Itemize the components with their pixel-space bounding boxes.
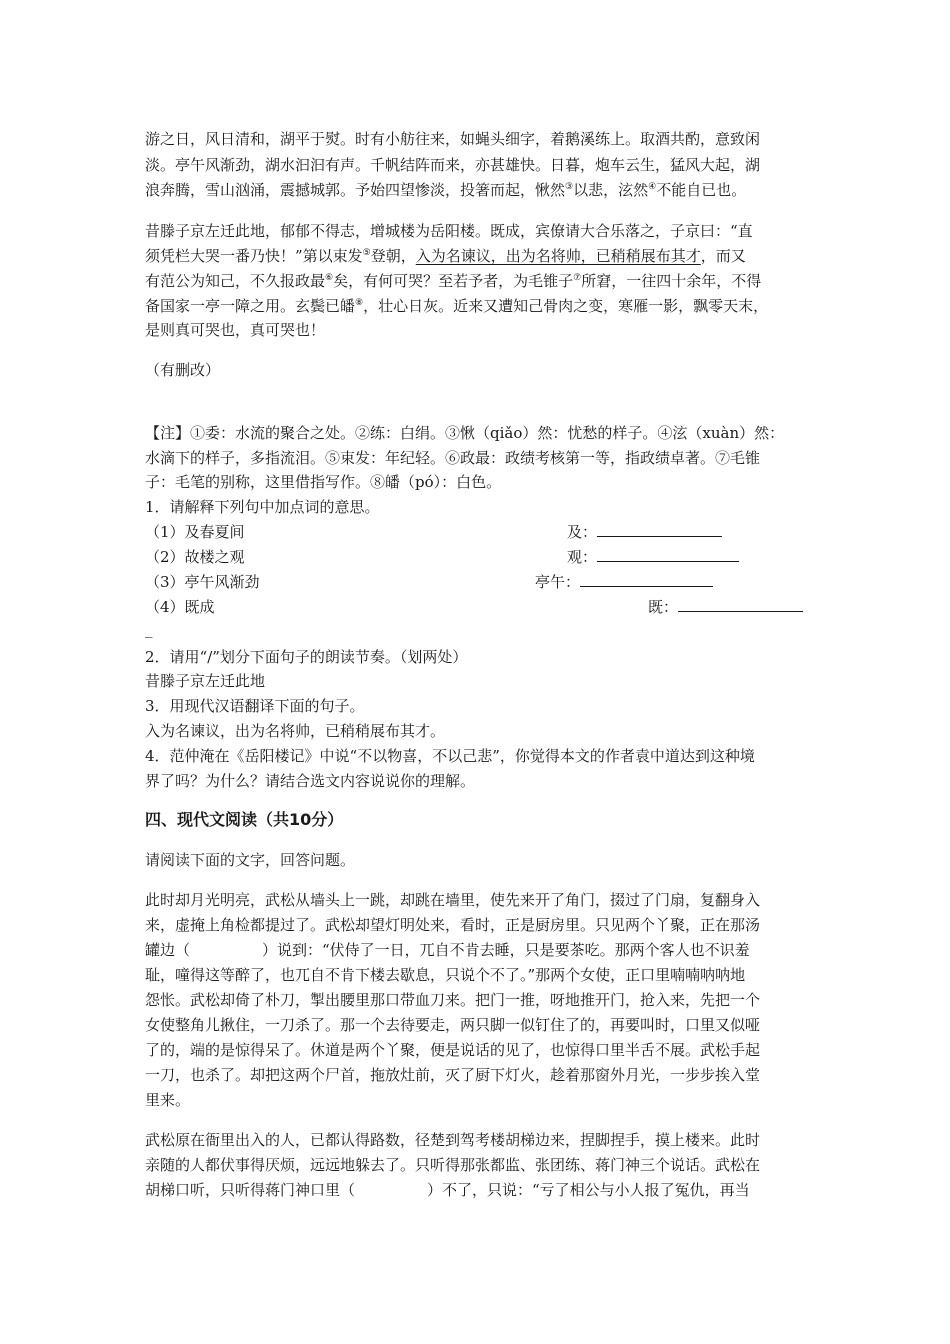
footnote-marker: ⑥: [325, 273, 334, 283]
passage-line: 亲随的人都伏事得厌烦，远远地躲去了。只听得那张都监、张团练、蒋门神三个说话。武松在: [145, 1156, 761, 1174]
q3-sentence: 入为名谏议，出为名将帅，已稍稍展布其才。: [145, 722, 446, 740]
answer-blank[interactable]: [597, 547, 739, 562]
answer-blank[interactable]: [597, 522, 722, 537]
passage-line: 胡梯口听，只听得蒋门神口里（ ）不了，只说：“亏了相公与小人报了冤仇，再当: [145, 1181, 750, 1199]
question-2: 2．请用“/”划分下面句子的朗读节奏。（划两处）: [145, 648, 468, 666]
passage-line: 来，虚掩上角检都提过了。武松却望灯明处来，看时，正是厨房里。只见两个丫聚，正在那汤: [145, 916, 761, 934]
footnote-marker: ⑦: [573, 273, 582, 283]
passage-line: 怨怅。武松却倚了朴刀，掣出腰里那口带血刀来。把门一推，呀地推开门，抢入来，先把一个: [145, 991, 761, 1009]
passage-line: 武松原在衙里出入的人，已都认得路数，径楚到驾考楼胡梯边来，捏脚捏手，摸上楼来。此时: [145, 1131, 761, 1149]
answer-blank[interactable]: [678, 597, 803, 612]
passage-line: 是则真可哭也，真可哭也！: [145, 321, 326, 339]
footnote-marker: ③: [565, 182, 574, 192]
passage-line: 里来。: [145, 1091, 191, 1109]
notes-line: 【注】①委：水流的聚合之处。②练：白绢。③愀（qiǎo）然：忧愁的样子。④泫（xuàn）然：: [145, 424, 785, 442]
section-heading: 四、现代文阅读（共10分）: [145, 810, 344, 829]
footnote-marker: ⑤: [362, 248, 371, 258]
notes-line: 子：毛笔的别称，这里借指写作。⑧皤（pó）：白色。: [145, 473, 502, 491]
q1-answer-4: 既：: [648, 597, 803, 617]
q1-answer-2: 观：: [567, 547, 739, 567]
q1-item-4: （4）既成: [145, 598, 215, 616]
q1-item-3: （3）亭午风渐劲: [145, 573, 260, 591]
passage-line: 淡。亭午风渐劲，湖水汩汩有声。千帆结阵而来，亦甚雄快。日暮，炮车云生，猛风大起，湖: [145, 156, 761, 174]
footnote-marker: ⑧: [355, 298, 364, 308]
q1-item-1: （1）及春夏间: [145, 523, 245, 541]
passage-line: 一刀，也杀了。却把这两个尸首，拖放灶前，灭了厨下灯火，趁着那窗外月光，一步步挨入堂: [145, 1066, 761, 1084]
notes-line: 水滴下的样子，多指流泪。⑤束发：年纪轻。⑥政最：政绩考核第一等，指政绩卓著。⑦毛锥: [145, 449, 761, 467]
passage-line: 备国家一亭一障之用。玄鬓已皤⑧，壮心日灰。近来又遭知己骨肉之变，寒雁一影，飘零天末，: [145, 297, 769, 315]
source-note: （有删改）: [145, 361, 221, 379]
passage-line: 此时却月光明亮，武松从墙头上一跳，却跳在墙里，使先来开了角门，掇过了门扇，复翻身入: [145, 891, 761, 909]
footnote-marker: ④: [648, 182, 657, 192]
passage-line: 了的，端的是惊得呆了。休道是两个丫聚，便是说话的见了，也惊得口里半舌不展。武松手起: [145, 1041, 761, 1059]
q1-item-2: （2）故楼之观: [145, 548, 245, 566]
passage-line: 游之日，风日清和，湖平于熨。时有小舫往来，如蝇头细字，着鹅溪练上。取酒共酌，意致闲: [145, 130, 761, 148]
underlined-sentence: 入为名谏议，出为名将帅，已稍稍展布其才: [415, 247, 701, 265]
question-4: 4．范仲淹在《岳阳楼记》中说“不以物喜，不以己悲”，你觉得本文的作者袁中道达到这种境: [145, 747, 755, 765]
passage-line: 浪奔腾，雪山汹涌，震撼城郭。予始四望惨淡，投箸而起，愀然③以悲，泫然④不能自已也。: [145, 181, 747, 199]
passage-line: 女使整角儿揪住，一刀杀了。那一个去待要走，两只脚一似钉住了的，再要叫时，口里又似哑: [145, 1016, 761, 1034]
passage-line: 耻，噇得这等醉了，也兀自不肯下楼去歇息，只说个不了。”那两个女使，正口里喃喃呐呐地: [145, 966, 746, 984]
passage-line: 罐边（ ）说到：“伏侍了一日，兀自不肯去睡，只是要茶吃。那两个客人也不识羞: [145, 941, 750, 959]
passage-line: 昔滕子京左迁此地，郁郁不得志，增城楼为岳阳楼。既成，宾僚请大合乐落之，子京曰：“直: [145, 222, 753, 240]
passage-line: 须凭栏大哭一番乃快！”第以束发⑤登朝，入为名谏议，出为名将帅，已稍稍展布其才，而又: [145, 247, 746, 265]
answer-blank[interactable]: [580, 572, 713, 587]
question-3: 3．用现代汉语翻译下面的句子。: [145, 697, 365, 715]
stray-underscore: _: [145, 620, 153, 638]
question-4-cont: 界了吗？为什么？请结合选文内容说说你的理解。: [145, 772, 476, 790]
section-intro: 请阅读下面的文字，回答问题。: [145, 851, 356, 869]
q1-answer-1: 及：: [567, 522, 722, 542]
passage-line: 有范公为知己，不久报政最⑥矣，有何可哭？至若予者，为毛锥子⑦所窘，一往四十余年，不得: [145, 272, 762, 290]
question-1: 1．请解释下列句中加点词的意思。: [145, 498, 380, 516]
q2-sentence: 昔滕子京左迁此地: [145, 672, 266, 690]
q1-answer-3: 亭午：: [535, 572, 713, 592]
